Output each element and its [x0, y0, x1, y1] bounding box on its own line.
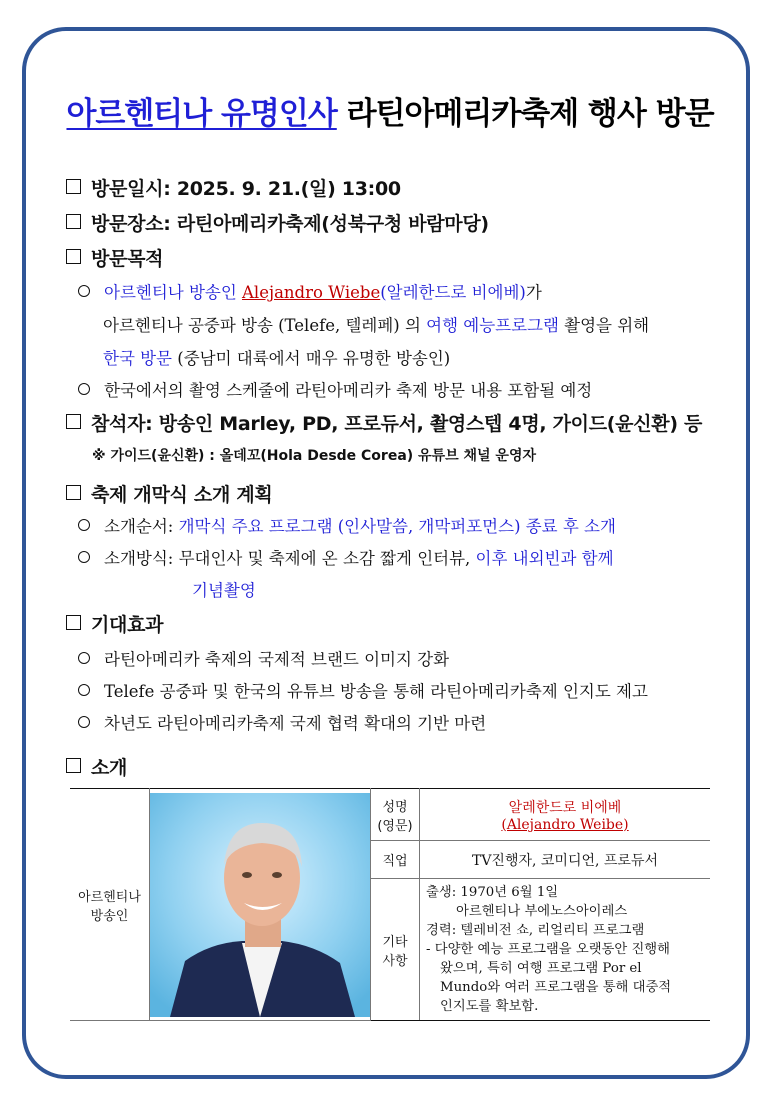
name-value: 알레한드로 비에베 (Alejandro Weibe)	[420, 789, 711, 841]
circle-bullet-icon	[78, 551, 90, 563]
attendees-note: ※ 가이드(윤신환) : 올데꼬(Hola Desde Corea) 유튜브 채널 운영자	[92, 448, 536, 464]
visit-place: 방문장소: 라틴아메리카축제(성북구청 바람마당)	[66, 209, 489, 236]
effects-heading: 기대효과	[66, 610, 163, 637]
festival-method: 소개방식: 무대인사 및 축제에 온 소감 짧게 인터뷰, 이후 내외빈과 함께	[78, 545, 614, 569]
page-title	[0, 88, 780, 133]
square-bullet-icon	[66, 485, 81, 500]
purpose-item-1-line2: 아르헨티나 공중파 방송 (Telefe, 텔레페) 의 여행 예능프로그램 촬영을 위해	[103, 316, 650, 335]
circle-bullet-icon	[78, 684, 90, 696]
attendees: 참석자: 방송인 Marley, PD, 프로듀서, 촬영스텝 4명, 가이드(윤신환) 등	[66, 409, 702, 436]
purpose-item-1: 아르헨티나 방송인 Alejandro Wiebe(알레한드로 비에베)가	[78, 279, 542, 303]
profile-photo	[150, 789, 371, 1021]
intro-category: 아르헨티나 방송인	[70, 789, 150, 1021]
name-label: 성명 (영문)	[371, 789, 420, 841]
effect-item: Telefe 공중파 및 한국의 유튜브 방송을 통해 라틴아메리카축제 인지도 제고	[78, 678, 648, 702]
square-bullet-icon	[66, 414, 81, 429]
circle-bullet-icon	[78, 716, 90, 728]
festival-heading: 축제 개막식 소개 계획	[66, 480, 272, 507]
job-label: 직업	[371, 841, 420, 879]
square-bullet-icon	[66, 758, 81, 773]
misc-value: 출생: 1970년 6월 1일 아르헨티나 부에노스아이레스 경력: 텔레비전 쇼, 리얼리티 프로그램 - 다양한 예능 프로그램을 오랫동안 진행해 왔으며, 특히 여행 프로그램 Por el Mundo와 여러 프로그램을 통해 대중적 인지도를 확보함.	[420, 879, 711, 1021]
square-bullet-icon	[66, 249, 81, 264]
person-photo-icon	[150, 793, 370, 1017]
circle-bullet-icon	[78, 652, 90, 664]
purpose-item-2: 한국에서의 촬영 스케줄에 라틴아메리카 축제 방문 내용 포함될 예정	[78, 377, 592, 401]
square-bullet-icon	[66, 179, 81, 194]
effect-item: 라틴아메리카 축제의 국제적 브랜드 이미지 강화	[78, 646, 449, 670]
circle-bullet-icon	[78, 519, 90, 531]
misc-label: 기타 사항	[371, 879, 420, 1021]
effect-item: 차년도 라틴아메리카축제 국제 협력 확대의 기반 마련	[78, 710, 486, 734]
festival-method-line2: 기념촬영	[192, 581, 256, 600]
intro-heading: 소개	[66, 753, 127, 780]
purpose-item-1-line3: 한국 방문 (중남미 대륙에서 매우 유명한 방송인)	[103, 349, 451, 368]
square-bullet-icon	[66, 615, 81, 630]
intro-table	[70, 788, 710, 1021]
title-highlight: 아르헨티나 유명인사	[66, 96, 337, 132]
circle-bullet-icon	[78, 383, 90, 395]
title-rest: 라틴아메리카축제 행사 방문	[336, 96, 714, 132]
festival-order: 소개순서: 개막식 주요 프로그램 (인사말씀, 개막퍼포먼스) 종료 후 소개	[78, 513, 616, 537]
square-bullet-icon	[66, 214, 81, 229]
job-value: TV진행자, 코미디언, 프로듀서	[420, 841, 711, 879]
circle-bullet-icon	[78, 285, 90, 297]
visit-datetime: 방문일시: 2025. 9. 21.(일) 13:00	[66, 174, 401, 201]
purpose-heading: 방문목적	[66, 244, 163, 271]
name-en: Alejandro Wiebe	[242, 283, 381, 302]
